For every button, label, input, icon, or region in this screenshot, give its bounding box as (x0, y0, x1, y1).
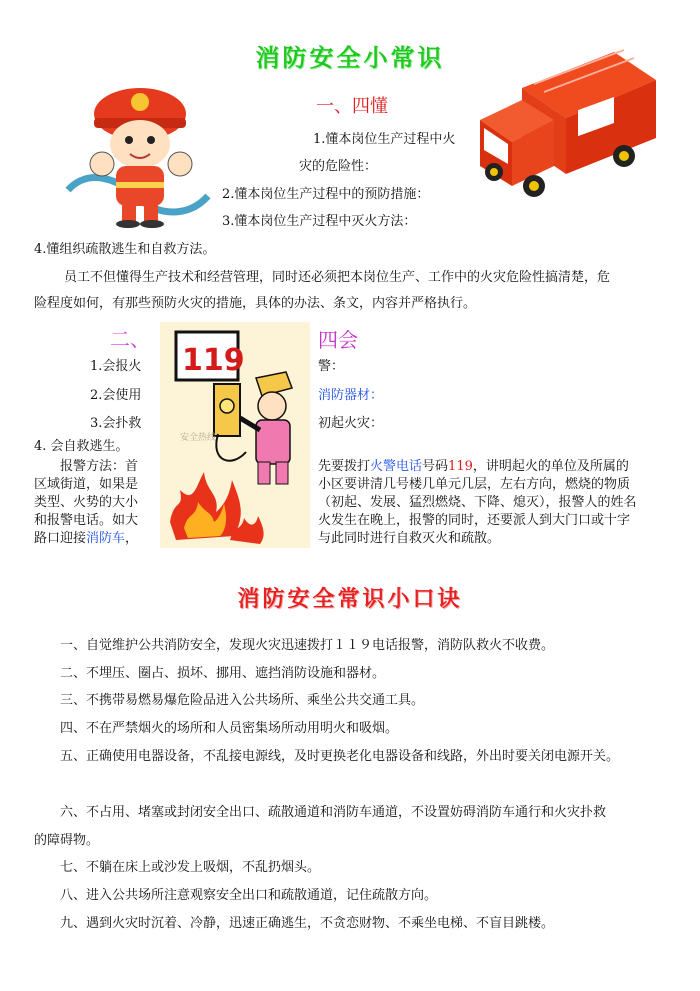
fire-alarm-phone-link[interactable]: 火警电话 (370, 459, 423, 474)
section2-right-line: （初起、发展、猛烈燃烧、下降、熄灭），报警人的姓名 (318, 495, 637, 510)
poster-number: 119 (182, 343, 245, 378)
section2-left-line: 路口迎接 (34, 531, 87, 546)
section2-heading-title: 四会 (318, 328, 358, 352)
section2-left-line: 和报警电话。如大 (34, 513, 139, 528)
truck-number: 119 (580, 121, 614, 153)
section2-item3-left: 3.会扑救 (90, 416, 142, 431)
text-fragment: 号码 (422, 459, 449, 474)
section1-item1-line2: 灾的危险性： (299, 159, 378, 174)
section2-right-line: 火发生在晚上，报警的同时，还要派人到大门口或十字 (318, 513, 631, 528)
fire-alarm-poster-image (160, 322, 310, 548)
section2-right-line1 (318, 457, 629, 477)
section2-left-line: 区域街道，如果是 (34, 477, 139, 492)
section2-item3-right: 初起火灾： (318, 416, 384, 431)
section2-left-line: 类型、火势的大小 (34, 495, 139, 510)
poster-watermark: 安全热线 (180, 433, 217, 443)
section2-item2-left: 2.会使用 (90, 388, 142, 403)
rule-item: 八、进入公共场所注意观察安全出口和疏散通道，记住疏散方向。 (60, 888, 438, 903)
section2-left-last-line (34, 529, 138, 549)
section2-right-line: 与此同时进行自救灭火和疏散。 (318, 531, 501, 546)
section1-paragraph-line1: 员工不但懂得生产技术和经营管理，同时还必须把本岗位生产、工作中的火灾危险性搞清楚，危 (64, 270, 611, 285)
fire-engine-link[interactable]: 消防车 (86, 531, 126, 546)
section1-heading: 一、四懂 (316, 96, 388, 117)
section2-item4: 4. 会自救逃生。 (34, 439, 129, 454)
rule-item: 五、正确使用电器设备，不乱接电源线，及时更换老化电器设备和线路，外出时要关闭电源开关。 (60, 749, 620, 764)
text-fragment: ，讲明起火的单位及所属的 (472, 459, 629, 474)
section1-paragraph-line2: 险程度如何，有那些预防火灾的措施，具体的办法、条文，内容并严格执行。 (34, 296, 477, 311)
rhyme-title: 消防安全常识小口诀 (237, 587, 463, 612)
page-title: 消防安全小常识 (255, 44, 445, 72)
rule-item: 七、不躺在床上或沙发上吸烟，不乱扔烟头。 (60, 860, 321, 875)
section1-item1-line1: 1.懂本岗位生产过程中火 (313, 132, 456, 147)
rule-item: 二、不埋压、圈占、损坏、挪用、遮挡消防设施和器材。 (60, 666, 386, 681)
section2-heading-number: 二、 (110, 327, 150, 351)
section2-left-tail: ， (125, 531, 139, 546)
section2-item1-left: 1.会报火 (90, 359, 142, 374)
section2-left-line: 报警方法：首 (60, 459, 139, 474)
section2-item2-right[interactable]: 消防器材： (318, 388, 384, 403)
rule-item: 六、不占用、堵塞或封闭安全出口、疏散通道和消防车通道，不设置妨碍消防车通行和火灾扑救 (60, 805, 607, 820)
rule-item: 四、不在严禁烟火的场所和人员密集场所动用明火和吸烟。 (60, 721, 399, 736)
rule-item: 三、不携带易燃易爆危险品进入公共场所、乘坐公共交通工具。 (60, 693, 425, 708)
section1-item4: 4.懂组织疏散逃生和自救方法。 (34, 242, 216, 257)
emergency-number: 119 (448, 459, 473, 474)
section1-item3: 3.懂本岗位生产过程中灭火方法： (222, 214, 417, 229)
fire-truck-image (474, 48, 660, 198)
section2-right-line: 小区要讲清几号楼几单元几层，左右方向，燃烧的物质 (318, 477, 631, 492)
rule-item-continuation: 的障碍物。 (34, 833, 100, 848)
rule-item: 一、自觉维护公共消防安全，发现火灾迅速拨打１１９电话报警，消防队救火不收费。 (60, 638, 555, 653)
firefighter-cartoon-image (58, 78, 218, 228)
text-fragment: 先要拨打 (318, 459, 371, 474)
section1-item2: 2.懂本岗位生产过程中的预防措施： (222, 187, 430, 202)
rule-item: 九、遇到火灾时沉着、冷静，迅速正确逃生，不贪恋财物、不乘坐电梯、不盲目跳楼。 (60, 916, 555, 931)
section2-item1-right: 警： (318, 359, 345, 374)
